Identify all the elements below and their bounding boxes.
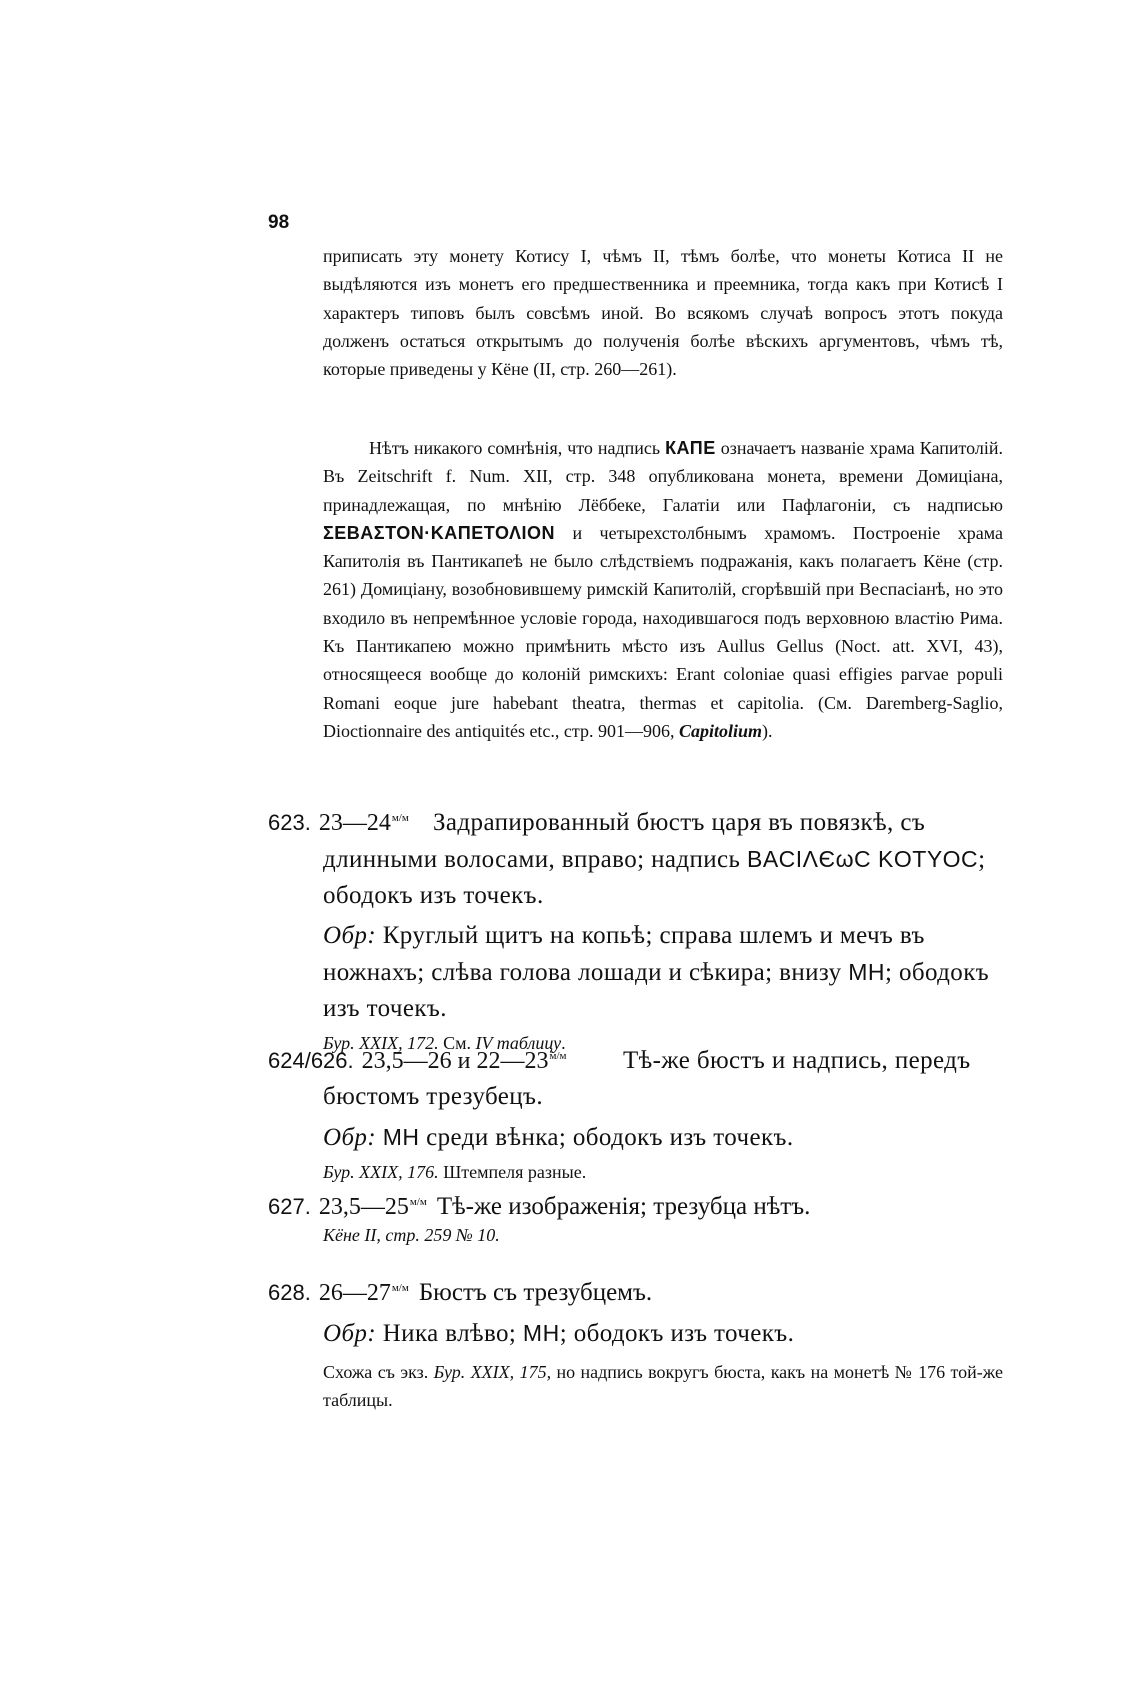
- entry-obverse: Задрапированный бюстъ царя въ повязкѣ, съ длинными волосами, вправо; надпись BACIΛЄωC KOTYOC; ободокъ изъ точекъ.: [323, 809, 986, 909]
- greek-mh: MH: [848, 959, 885, 985]
- entry-obverse: Бюстъ съ трезубцемъ.: [418, 1279, 653, 1306]
- paragraph-2-part2: означаетъ названіе храма Капитолій. Въ Zeitschrift f. Num. XII, стр. 348 опубликована монета, времени Домиціана, принадлежащая, по мнѣнію Лёббеке, Галатіи или Пафлагоніи, съ надписью: [323, 438, 1003, 515]
- catalog-entry-628: [268, 1270, 1008, 1414]
- reverse-label: Обр:: [323, 1320, 377, 1347]
- greek-mh: MH: [382, 1124, 420, 1150]
- greek-legend-kape: КАПЕ: [665, 438, 716, 458]
- entry-note: Схожа съ экз. Бур. XXIX, 175, но надпись вокругъ бюста, какъ на монетѣ № 176 той-же таблицы.: [323, 1362, 1003, 1410]
- entry-head: [268, 1184, 1008, 1225]
- paragraph-2-italic-capitolium: Capitolium: [679, 720, 763, 741]
- entry-reverse: Обр: MH среди вѣнка; ободокъ изъ точекъ.: [323, 1124, 794, 1151]
- entry-reverse: Обр: Круглый щитъ на копьѣ; справа шлемъ и мечъ въ ножнахъ; слѣва голова лошади и сѣкира; внизу MH; ободокъ изъ точекъ.: [323, 922, 990, 1022]
- entry-reference: Бур. XXIX, 176. Штемпеля разные.: [323, 1162, 587, 1182]
- paragraph-2-part3: и четырехстолбнымъ храмомъ. Построеніе храма Капитолія въ Пантикапеѣ не было слѣдствіемъ подражанія, какъ полагаетъ Кёне (стр. 261) Домиціану, возобновившему римскій Капитолій, сгорѣвшій при Веспасіанѣ, но это входило въ непремѣнное условіе города, находившагося подъ верховною властію Рима. Къ Пантикапею можно примѣнить мѣсто изъ Aullus Gellus (Noct. att. XVI, 43), относящееся вообще до колоній римскихъ: Erant coloniae quasi effigies parvae populi Romani eoque jure habebant theatra, thermas et capitolia. (См. Daremberg-Saglio, Dioctionnaire des antiquités etc., стр. 901—906,: [323, 522, 1003, 741]
- entry-number: 624/626.: [268, 1048, 354, 1073]
- entry-size: $26—27^{м/м}$: [318, 1280, 409, 1306]
- paragraph-2-part1: Нѣтъ никакого сомнѣнія, что надпись: [369, 438, 666, 458]
- catalog-entry-627: [268, 1184, 1008, 1249]
- paragraph-2: [323, 434, 1003, 745]
- paragraph-1: [323, 242, 1003, 383]
- entry-size: $23—24^{м/м}$: [318, 810, 409, 836]
- paragraph-2-text: [323, 434, 1003, 745]
- entry-head: [268, 1270, 1008, 1311]
- catalog-entry-623: [268, 800, 1008, 1057]
- entry-reference: Кёне II, стр. 259 № 10.: [323, 1225, 500, 1245]
- reverse-label: Обр:: [323, 1124, 377, 1151]
- page-number: 98: [268, 212, 290, 233]
- entry-size: $23,5—25^{м/м}$: [318, 1194, 427, 1220]
- catalog-entry-624-626: [268, 1038, 1008, 1186]
- entry-reference: Бур. XXIX, 172. См. IV таблицу.: [323, 1033, 566, 1053]
- entry-number: 628.: [268, 1280, 311, 1305]
- greek-legend-sebaston: ΣΕΒΑΣΤΟΝ·ΚΑΠΕΤΟΛΙΟΝ: [323, 522, 555, 543]
- entry-obverse: Тѣ-же изображенія; трезубца нѣтъ.: [436, 1193, 811, 1220]
- entry-number: 627.: [268, 1194, 311, 1219]
- entry-obverse: Тѣ-же бюстъ и надпись, передъ бюстомъ трезубецъ.: [323, 1047, 971, 1110]
- greek-legend-basileos: BACIΛЄωC KOTYOC: [747, 846, 979, 872]
- entry-reverse: Обр: Ника влѣво; MH; ободокъ изъ точекъ.: [323, 1320, 795, 1347]
- entry-number: 623.: [268, 810, 311, 835]
- paragraph-2-part4: ).: [762, 720, 773, 741]
- greek-mh: MH: [522, 1320, 560, 1346]
- entry-size: 23,5—26 и $22—23^{м/м}$: [361, 1048, 567, 1074]
- reverse-label: Обр:: [323, 922, 377, 949]
- paragraph-1-text: приписать эту монету Котису I, чѣмъ II, тѣмъ болѣе, что монеты Котиса II не выдѣляются изъ монетъ его предшественника и преемника, тогда какъ при Котисѣ I характеръ типовъ былъ совсѣмъ иной. Во всякомъ случаѣ вопросъ этотъ покуда долженъ остаться открытымъ до полученія болѣе вѣскихъ аргументовъ, чѣмъ тѣ, которые приведены у Кёне (II, стр. 260—261).: [323, 246, 1003, 380]
